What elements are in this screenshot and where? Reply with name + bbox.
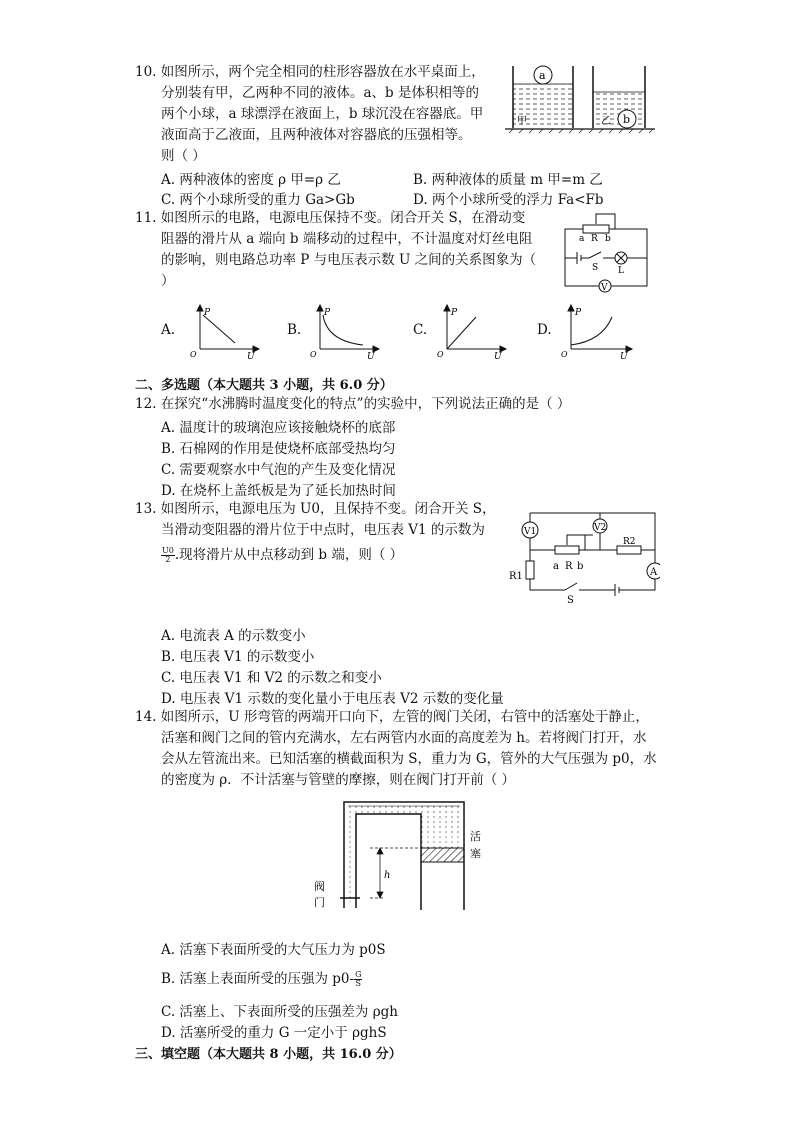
section-fill-in-heading: 三、填空题（本大题共 8 小题，共 16.0 分） (135, 1047, 402, 1062)
q13-fraction-numerator: U0 (162, 546, 174, 555)
svg-text:P: P (324, 308, 331, 318)
q13-line-1: 13. 如图所示，电源电压为 U0，且保持不变。闭合开关 S， (135, 501, 496, 517)
q11-graph-b-label: B. (287, 322, 302, 338)
h-label: h (384, 870, 391, 881)
q14-option-b-text: B. 活塞上表面所受的压强为 p0- (161, 971, 355, 987)
q10-containers-figure (505, 62, 655, 134)
r2-label: R2 (623, 537, 636, 547)
q14-u-tube-figure (300, 800, 500, 912)
q11-graph-c (432, 303, 507, 359)
ball-a-label: a (539, 69, 546, 82)
svg-text:U: U (247, 352, 255, 359)
piston-label-1: 活 (470, 830, 481, 843)
svg-text:O: O (437, 350, 444, 359)
q14-line-2: 活塞和阀门之间的管内充满水，左右两管内水面的高度差为 h。若将阀门打开，水 (161, 730, 647, 746)
lamp-label-l: L (618, 266, 624, 276)
rheostat-end-b: b (577, 561, 584, 572)
svg-text:P: P (204, 308, 211, 318)
valve-label-1: 阀 (314, 880, 325, 893)
q14-line-3: 会从左管流出来。已知活塞的横截面积为 S，重力为 G，管外的大气压强为 p0，水 (161, 751, 657, 767)
v2-label: V2 (594, 523, 607, 533)
rheostat-label-r: R (591, 234, 598, 244)
switch-label: S (567, 595, 574, 605)
svg-text:U: U (620, 352, 628, 359)
q13-line-3-text: .现将滑片从中点移动到 b 端，则（ ） (174, 547, 404, 563)
q13-option-c: C. 电压表 V1 和 V2 的示数之和变小 (161, 670, 382, 686)
label-jia: 甲 (517, 116, 527, 127)
svg-text:P: P (575, 308, 582, 318)
q10-line-4: 液面高于乙液面，且两种液体对容器底的压强相等。 (161, 127, 472, 143)
q13-option-b: B. 电压表 V1 的示数变小 (161, 649, 315, 665)
q14-option-b-denominator: S (355, 979, 362, 988)
q14-line-4: 的密度为 ρ．不计活塞与管壁的摩擦，则在阀门打开前（ ） (161, 772, 516, 788)
voltmeter-label-v: V (601, 283, 608, 293)
q13-fraction (161, 547, 175, 564)
ball-b-label: b (623, 113, 631, 126)
q11-line-4: ） (161, 273, 175, 289)
q11-circuit-figure (555, 208, 660, 298)
q10-line-3: 两个小球，a 球漂浮在液面上，b 球沉没在容器底。甲 (161, 106, 484, 122)
q13-circuit-figure (505, 505, 660, 605)
q13-option-a: A. 电流表 A 的示数变小 (161, 628, 306, 644)
rheostat-end-a: a (553, 561, 559, 572)
q11-graph-c-label: C. (413, 322, 428, 338)
q14-option-b-fraction (354, 971, 362, 988)
switch-label-s: S (592, 263, 599, 273)
q11-graph-d-label: D. (537, 322, 552, 338)
svg-text:U: U (367, 352, 375, 359)
q10-line-2: 分别装有甲，乙两种不同的液体。a、b 是体积相等的 (161, 85, 479, 101)
q12-option-c: C. 需要观察水中气泡的产生及变化情况 (161, 462, 396, 478)
q14-option-d: D. 活塞所受的重力 G 一定小于 ρghS (161, 1025, 387, 1041)
svg-text:O: O (190, 350, 197, 359)
q14-option-c: C. 活塞上、下表面所受的压强差为 ρgh (161, 1004, 398, 1020)
q12-option-a: A. 温度计的玻璃泡应该接触烧杯的底部 (161, 420, 396, 436)
q11-graph-b (305, 303, 380, 359)
q10-option-a: A. 两种液体的密度 ρ 甲=ρ 乙 (161, 172, 341, 188)
piston-label-2: 塞 (470, 847, 481, 860)
rheostat-end-a: a (579, 234, 585, 244)
q12-line: 12. 在探究“水沸腾时温度变化的特点”的实验中，下列说法正确的是（ ） (135, 396, 571, 412)
q11-line-3: 的影响，则电路总功率 P 与电压表示数 U 之间的关系图象为（ (161, 252, 537, 268)
q11-graph-d (556, 303, 636, 359)
q11-graph-a (185, 303, 260, 359)
q14-option-a: A. 活塞下表面所受的大气压力为 p0S (161, 942, 386, 958)
svg-text:O: O (561, 350, 568, 359)
q11-line-1: 11. 如图所示的电路，电源电压保持不变。闭合开关 S，在滑动变 (135, 210, 526, 226)
valve-label-2: 门 (314, 896, 325, 909)
r1-label: R1 (509, 571, 523, 582)
rheostat-end-b: b (605, 234, 611, 244)
q10-option-d: D. 两个小球所受的浮力 Fa<Fb (413, 192, 604, 208)
q10-line-5: 则（ ） (161, 148, 206, 164)
q14-option-b (161, 967, 362, 988)
q11-graph-a-label: A. (161, 322, 176, 338)
piston (421, 848, 464, 862)
svg-text:U: U (494, 352, 502, 359)
q14-line-1: 14. 如图所示，U 形弯管的两端开口向下，左管的阀门关闭，右管中的活塞处于静止， (135, 709, 649, 725)
svg-text:O: O (310, 350, 317, 359)
section-multiple-choice-heading: 二、多选题（本大题共 3 小题，共 6.0 分） (135, 378, 393, 393)
q10-option-c: C. 两个小球所受的重力 Ga>Gb (161, 192, 355, 208)
q13-option-d: D. 电压表 V1 示数的变化量小于电压表 V2 示数的变化量 (161, 691, 504, 707)
q14-option-b-numerator: G (355, 970, 362, 979)
q12-option-b: B. 石棉网的作用是使烧杯底部受热均匀 (161, 441, 396, 457)
q10-option-b: B. 两种液体的质量 m 甲=m 乙 (413, 172, 603, 188)
q13-line-3 (161, 545, 403, 565)
label-yi: 乙 (601, 116, 611, 127)
svg-text:P: P (451, 308, 458, 318)
q10-line-1: 10. 如图所示，两个完全相同的柱形容器放在水平桌面上， (135, 64, 485, 80)
ammeter-label: A (650, 567, 658, 578)
q13-line-2: 当滑动变阻器的滑片位于中点时，电压表 V1 的示数为 (161, 522, 485, 538)
rheostat-label-r: R (565, 561, 573, 572)
q13-fraction-denominator: 2 (165, 555, 171, 564)
q12-option-d: D. 在烧杯上盖纸板是为了延长加热时间 (161, 483, 396, 499)
q11-line-2: 阻器的滑片从 a 端向 b 端移动的过程中，不计温度对灯丝电阻 (161, 231, 533, 247)
v1-label: V1 (524, 527, 537, 537)
